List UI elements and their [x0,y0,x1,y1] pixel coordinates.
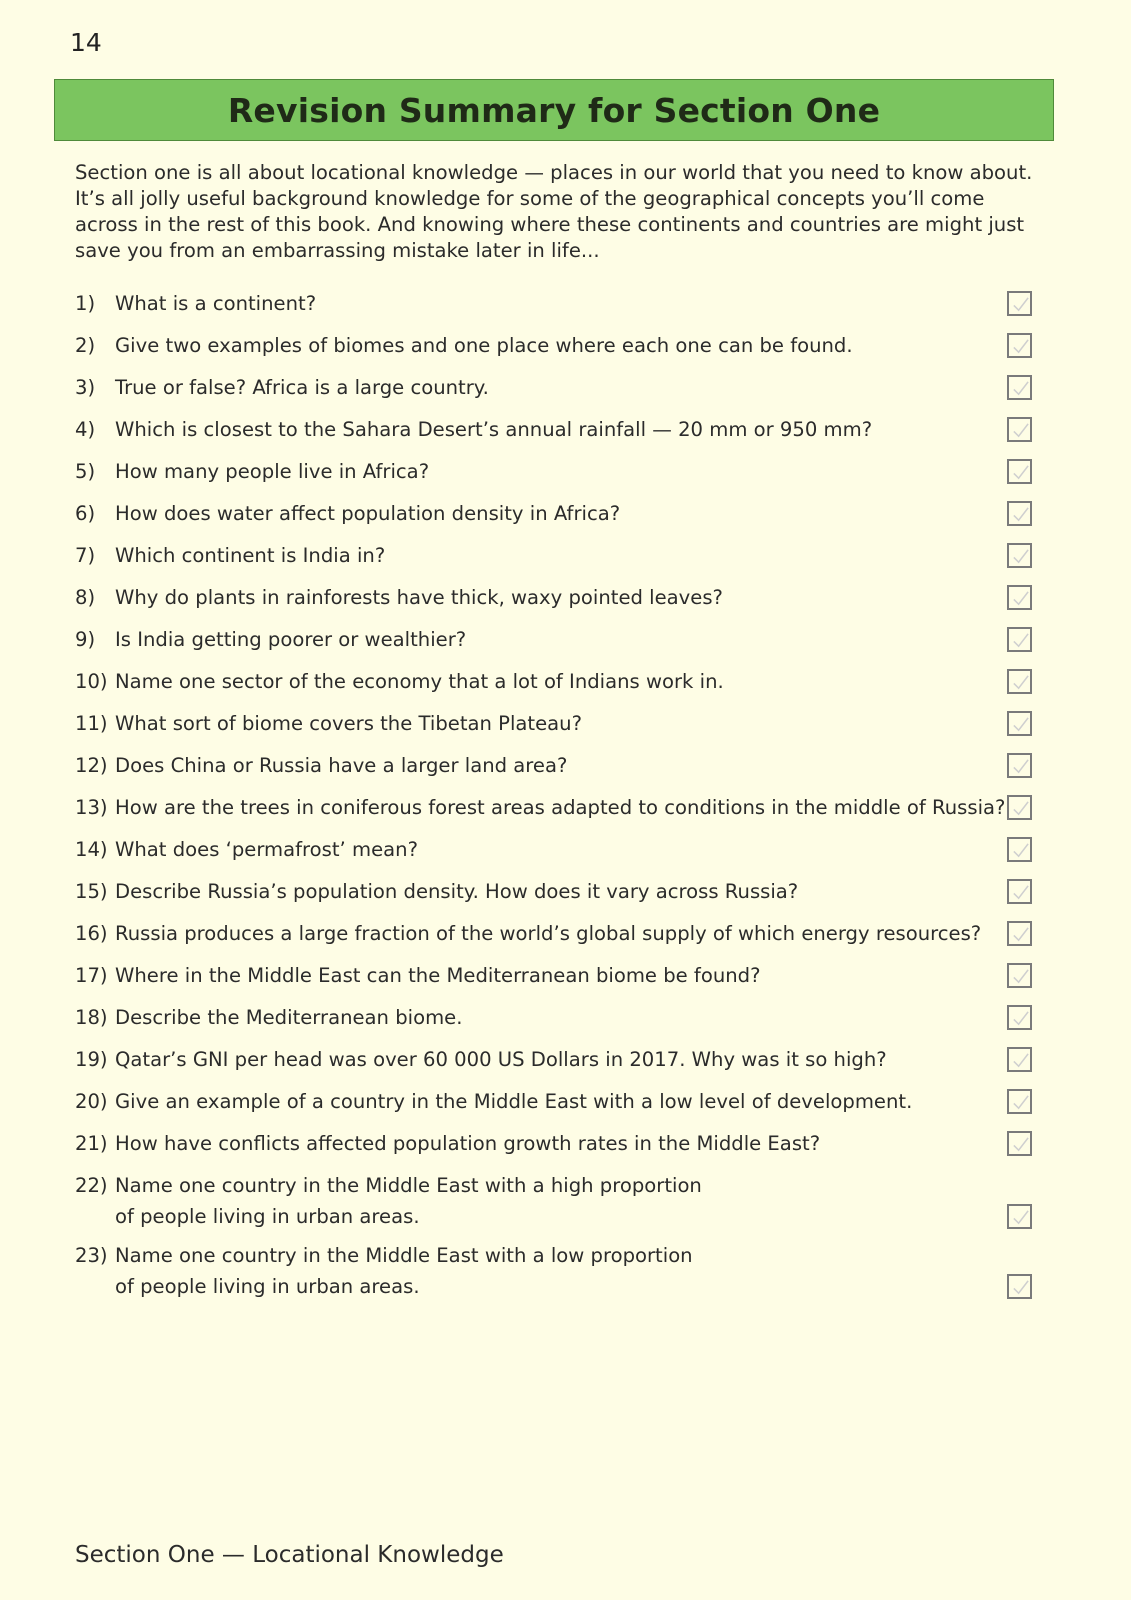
question-text-line: Which is closest to the Sahara Desert’s annual rainfall — 20 mm or 950 mm? [115,418,873,441]
question-number: 5) [75,460,96,483]
page-number: 14 [70,28,102,57]
question-text [115,666,724,697]
tick-box-icon [1011,883,1030,902]
tick-box-icon [1011,841,1030,860]
question-number: 20) [75,1090,108,1113]
tick-box-icon [1011,589,1030,608]
question-text-line: Name one sector of the economy that a lot of Indians work in. [115,670,724,693]
section-footer: Section One — Locational Knowledge [75,1542,504,1568]
question-text [115,372,489,403]
question-number: 17) [75,964,108,987]
completion-checkbox[interactable] [1007,1204,1032,1229]
completion-checkbox[interactable] [1007,795,1032,820]
question-text [115,918,981,949]
completion-checkbox[interactable] [1007,417,1032,442]
question-text-line: Describe the Mediterranean biome. [115,1006,463,1029]
question-text-line: Russia produces a large fraction of the world’s global supply of which energy resources? [115,922,982,945]
tick-box-icon [1011,337,1030,356]
question-text-line: What sort of biome covers the Tibetan Plateau? [115,712,582,735]
tick-box-icon [1011,1208,1030,1227]
intro-line: across in the rest of this book. And knowing where these continents and countries are might just [75,213,1025,236]
question-text-line: of people living in urban areas. [115,1275,420,1298]
question-text-line: True or false? Africa is a large country. [115,376,489,399]
tick-box-icon [1011,925,1030,944]
question-number: 15) [75,880,108,903]
question-text [115,1086,912,1117]
tick-box-icon [1011,505,1030,524]
question-text-line: Qatar’s GNI per head was over 60 000 US Dollars in 2017. Why was it so high? [115,1048,887,1071]
tick-box-icon [1011,1009,1030,1028]
question-text [115,1240,693,1302]
completion-checkbox[interactable] [1007,753,1032,778]
completion-checkbox[interactable] [1007,669,1032,694]
question-text-line: Which continent is India in? [115,544,386,567]
question-number: 14) [75,838,108,861]
question-text [115,540,385,571]
question-text [115,582,723,613]
completion-checkbox[interactable] [1007,375,1032,400]
completion-checkbox[interactable] [1007,333,1032,358]
intro-paragraph [75,160,1035,264]
completion-checkbox[interactable] [1007,921,1032,946]
question-text-line: How many people live in Africa? [115,460,430,483]
completion-checkbox[interactable] [1007,1131,1032,1156]
question-text [115,876,798,907]
question-text-line: How are the trees in coniferous forest areas adapted to conditions in the middle of Russia? [115,796,1006,819]
completion-checkbox[interactable] [1007,837,1032,862]
question-text [115,330,853,361]
question-text [115,1002,462,1033]
question-number: 18) [75,1006,108,1029]
question-number: 8) [75,586,96,609]
question-text [115,288,316,319]
intro-line: Section one is all about locational knowledge — places in our world that you need to know about. [75,161,1033,184]
tick-box-icon [1011,967,1030,986]
question-text-line: Give two examples of biomes and one place where each one can be found. [115,334,853,357]
completion-checkbox[interactable] [1007,1089,1032,1114]
question-number: 23) [75,1244,108,1267]
question-number: 19) [75,1048,108,1071]
tick-box-icon [1011,1093,1030,1112]
tick-box-icon [1011,421,1030,440]
title-banner [54,79,1054,141]
question-text-line: How does water affect population density in Africa? [115,502,621,525]
question-text-line: Give an example of a country in the Middle East with a low level of development. [115,1090,913,1113]
question-text-line: Does China or Russia have a larger land area? [115,754,568,777]
question-text [115,834,418,865]
question-number: 12) [75,754,108,777]
question-text-line: Name one country in the Middle East with a low proportion [115,1244,693,1267]
completion-checkbox[interactable] [1007,501,1032,526]
question-number: 22) [75,1174,108,1197]
tick-box-icon [1011,547,1030,566]
question-text [115,1044,887,1075]
question-number: 2) [75,334,96,357]
question-text-line: of people living in urban areas. [115,1205,420,1228]
question-text-line: Why do plants in rainforests have thick, waxy pointed leaves? [115,586,723,609]
question-text [115,498,620,529]
question-number: 10) [75,670,108,693]
question-text [115,624,466,655]
tick-box-icon [1011,631,1030,650]
question-text [115,708,582,739]
question-number: 9) [75,628,96,651]
completion-checkbox[interactable] [1007,879,1032,904]
completion-checkbox[interactable] [1007,627,1032,652]
question-number: 11) [75,712,108,735]
intro-line: It’s all jolly useful background knowledge for some of the geographical concepts you’ll come [75,187,985,210]
tick-box-icon [1011,799,1030,818]
question-text-line: Where in the Middle East can the Mediterranean biome be found? [115,964,761,987]
completion-checkbox[interactable] [1007,1047,1032,1072]
question-number: 1) [75,292,96,315]
completion-checkbox[interactable] [1007,1005,1032,1030]
tick-box-icon [1011,1135,1030,1154]
intro-line: save you from an embarrassing mistake later in life... [75,239,600,262]
question-text-line: How have conflicts affected population growth rates in the Middle East? [115,1132,821,1155]
tick-box-icon [1011,673,1030,692]
question-text-line: Is India getting poorer or wealthier? [115,628,467,651]
question-text-line: What is a continent? [115,292,317,315]
question-number: 21) [75,1132,108,1155]
question-text [115,414,872,445]
question-number: 7) [75,544,96,567]
tick-box-icon [1011,1051,1030,1070]
question-text [115,750,567,781]
tick-box-icon [1011,379,1030,398]
question-number: 13) [75,796,108,819]
question-text [115,960,761,991]
question-number: 6) [75,502,96,525]
completion-checkbox[interactable] [1007,543,1032,568]
completion-checkbox[interactable] [1007,459,1032,484]
page-title: Revision Summary for Section One [227,90,881,130]
question-text-line: What does ‘permafrost’ mean? [115,838,418,861]
tick-box-icon [1011,757,1030,776]
question-text [115,456,429,487]
tick-box-icon [1011,715,1030,734]
question-text [115,792,1005,823]
question-text-line: Describe Russia’s population density. How does it vary across Russia? [115,880,799,903]
question-number: 16) [75,922,108,945]
completion-checkbox[interactable] [1007,291,1032,316]
tick-box-icon [1011,1278,1030,1297]
completion-checkbox[interactable] [1007,585,1032,610]
tick-box-icon [1011,463,1030,482]
tick-box-icon [1011,295,1030,314]
question-text [115,1170,702,1232]
completion-checkbox[interactable] [1007,1274,1032,1299]
completion-checkbox[interactable] [1007,963,1032,988]
question-number: 4) [75,418,96,441]
question-number: 3) [75,376,96,399]
question-text [115,1128,820,1159]
question-text-line: Name one country in the Middle East with a high proportion [115,1174,702,1197]
completion-checkbox[interactable] [1007,711,1032,736]
